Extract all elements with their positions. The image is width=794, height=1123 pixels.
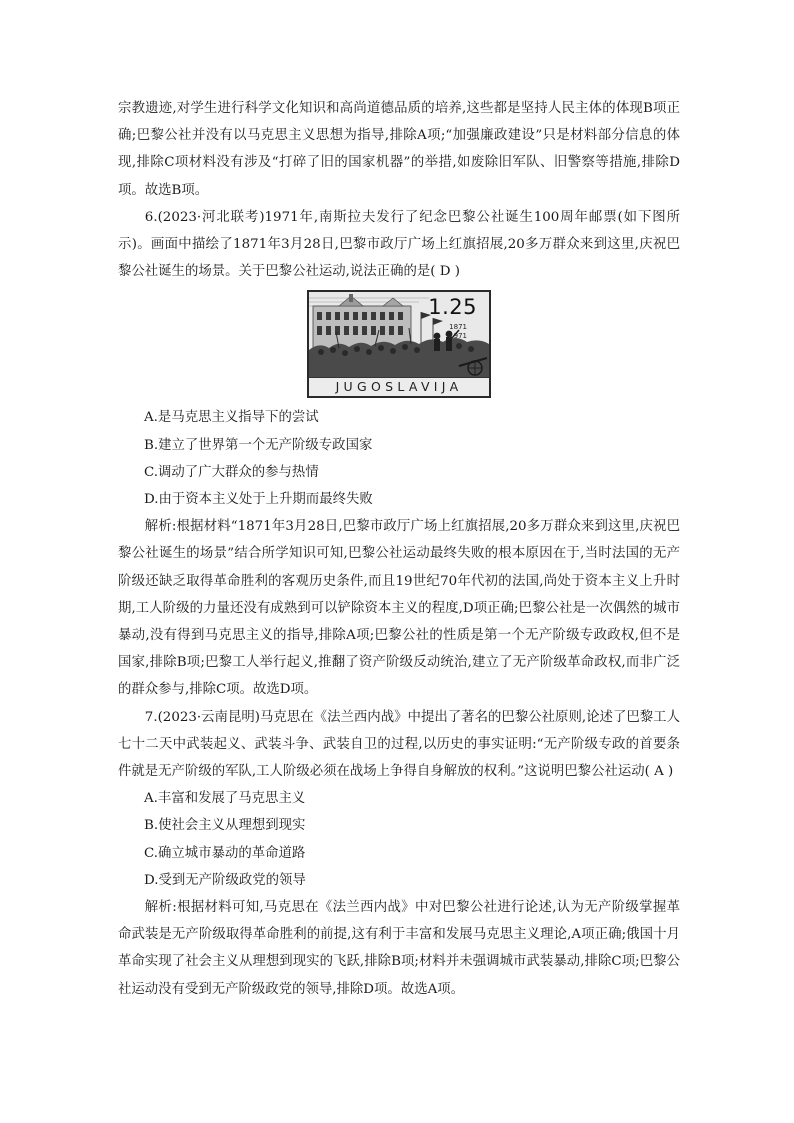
stamp-country-name: JUGOSLAVIJA xyxy=(309,377,489,396)
previous-analysis-continuation: 宗教遗迹,对学生进行科学文化知识和高尚道德品质的培养,这些都是坚持人民主体的体现B项正确;巴黎公社并没有以马克思主义思想为指导,排除A项;“加强廉政建设”只是材料部分信息的体现,排除C项材料没有涉及“打碎了旧的国家机器”的举措,如废除旧军队、旧警察等措施,排除D项。故选B项。 xyxy=(118,101,680,198)
question-6-option-a: A.是马克思主义指导下的尝试 xyxy=(144,410,319,426)
stamp-face-value: 1.25 xyxy=(428,295,477,320)
stamp-years xyxy=(449,323,467,341)
question-7-option-a: A.丰富和发展了马克思主义 xyxy=(144,791,306,807)
question-7-analysis: 解析:根据材料可知,马克思在《法兰西内战》中对巴黎公社进行论述,认为无产阶级掌握革命武装是无产阶级取得革命胜利的前提,这有利于丰富和发展马克思主义理论,A项正确;俄国十月革命实现了社会主义从理想到现实的飞跃,排除B项;材料并未强调城市武装暴动,排除C项;巴黎公社运动没有受到无产阶级政党的领导,排除D项。故选A项。 xyxy=(118,900,680,997)
question-7-option-c: C.确立城市暴动的革命道路 xyxy=(144,845,306,861)
stamp-figure xyxy=(118,290,680,398)
document-body xyxy=(118,95,680,1003)
question-6-option-b: B.建立了世界第一个无产阶级专政国家 xyxy=(144,437,373,453)
question-6-stem: 6.(2023·河北联考)1971年,南斯拉夫发行了纪念巴黎公社诞生100周年邮票(如下图所示)。画面中描绘了1871年3月28日,巴黎市政厅广场上红旗招展,20多万群众来到这里,庆祝巴黎公社诞生的场景。关于巴黎公社运动,说法正确的是( D ) xyxy=(118,209,680,280)
question-6-option-c: C.调动了广大群众的参与热情 xyxy=(144,464,319,480)
stamp-year-from: 1871 xyxy=(449,323,467,332)
stamp-year-to: 1971 xyxy=(449,332,467,341)
paris-commune-stamp-image xyxy=(307,290,491,398)
question-6-analysis: 解析:根据材料“1871年3月28日,巴黎市政厅广场上红旗招展,20多万群众来到这里,庆祝巴黎公社诞生的场景”结合所学知识可知,巴黎公社运动最终失败的根本原因在于,当时法国的无产阶级还缺乏取得革命胜利的客观历史条件,而且19世纪70年代初的法国,尚处于资本主义上升时期,工人阶级的力量还没有成熟到可以铲除资本主义的程度,D项正确;巴黎公社是一次偶然的城市暴动,没有得到马克思主义的指导,排除A项;巴黎公社的性质是第一个无产阶级专政政权,但不是国家,排除B项;巴黎工人举行起义,推翻了资产阶级反动统治,建立了无产阶级革命政权,而非广泛的群众参与,排除C项。故选D项。 xyxy=(118,519,680,698)
question-7-stem: 7.(2023·云南昆明)马克思在《法兰西内战》中提出了著名的巴黎公社原则,论述了巴黎工人七十二天中武装起义、武装斗争、武装自卫的过程,以历史的事实证明:“无产阶级专政的首要条件就是无产阶级的军队,工人阶级必须在战场上争得自身解放的权利。”这说明巴黎公社运动( A ) xyxy=(118,709,680,780)
question-7-option-b: B.使社会主义从理想到现实 xyxy=(144,818,306,834)
question-6-option-d: D.由于资本主义处于上升期而最终失败 xyxy=(144,492,373,508)
question-7-option-d: D.受到无产阶级政党的领导 xyxy=(144,872,306,888)
